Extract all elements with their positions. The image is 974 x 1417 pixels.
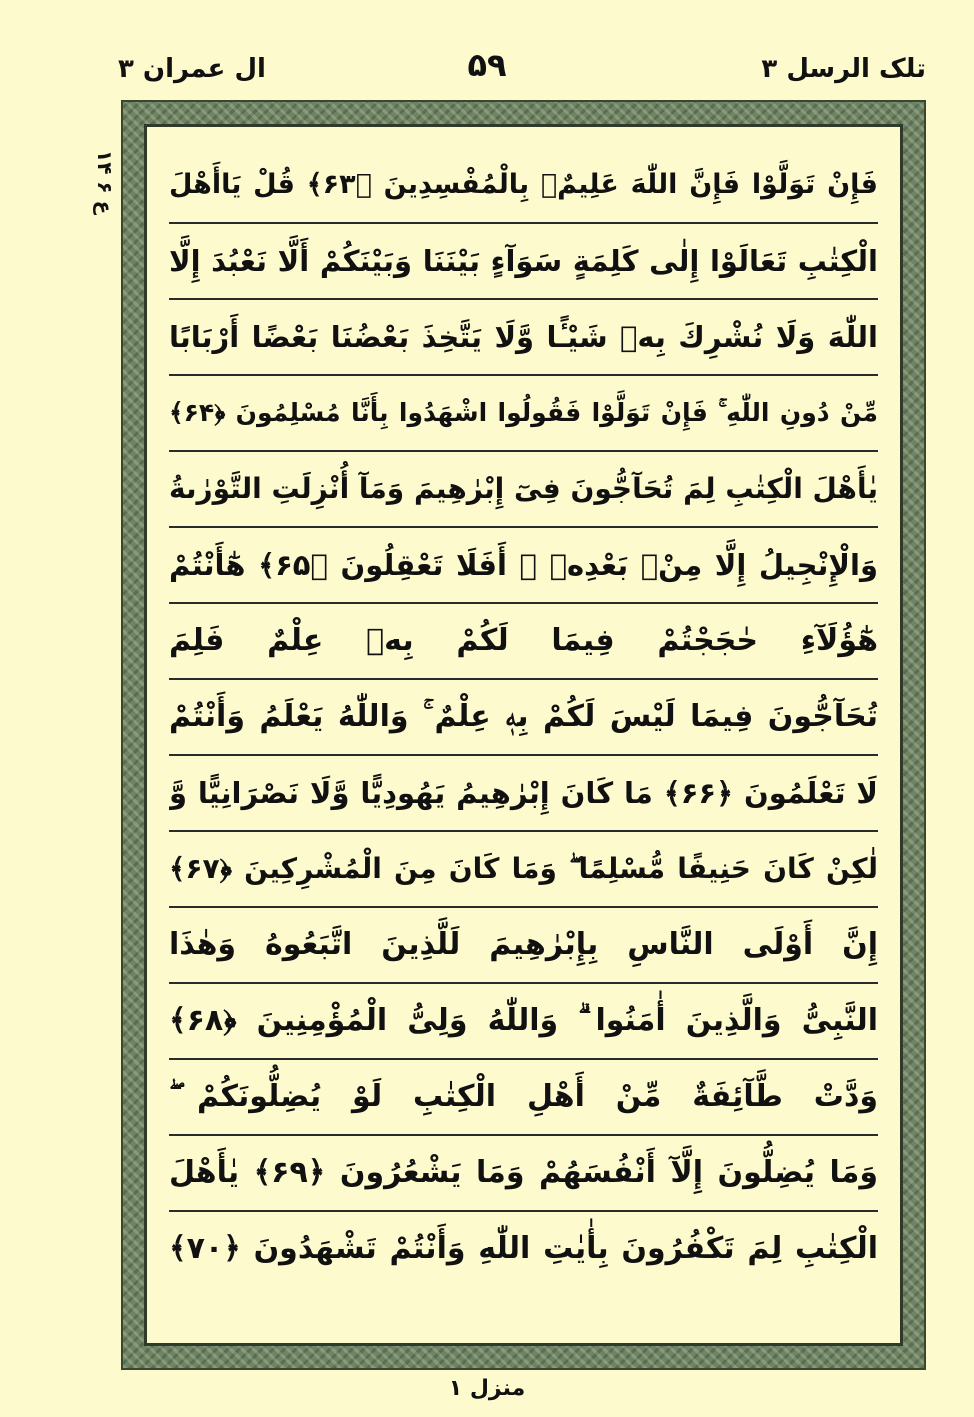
text-line: تُحَآجُّونَ فِيمَا لَيْسَ لَكُمْ بِهٖ عِلْمٌ ۚ وَاللّٰهُ يَعْلَمُ وَأَنْتُمْ bbox=[169, 680, 878, 756]
header-juz-name: تلک الرسل ۳ bbox=[761, 54, 926, 84]
decorative-border bbox=[121, 100, 926, 1370]
text-line: إِنَّ أَوْلَى النَّاسِ بِإِبْرٰهِيمَ لَلَّذِينَ اتَّبَعُوهُ وَهٰذَا bbox=[169, 908, 878, 984]
text-line: وَمَا يُضِلُّونَ إِلَّآ أَنْفُسَهُمْ وَمَا يَشْعُرُونَ ﴿۶۹﴾ يٰأَهْلَ bbox=[169, 1136, 878, 1212]
text-line: مِّنْ دُونِ اللّٰهِ ۚ فَإِنْ تَوَلَّوْا فَقُولُوا اشْهَدُوا بِأَنَّا مُسْلِمُونَ ﴿۶۴﴾ bbox=[169, 376, 878, 452]
text-panel bbox=[144, 124, 903, 1346]
text-line: يٰأَهْلَ الْكِتٰبِ لِمَ تُحَآجُّونَ فِىٓ إِبْرٰهِيمَ وَمَآ أُنْزِلَتِ التَّوْرٰىةُ bbox=[169, 452, 878, 528]
text-line: الْكِتٰبِ لِمَ تَكْفُرُونَ بِأٰيٰتِ اللّٰهِ وَأَنْتُمْ تَشْهَدُونَ ﴿۷۰﴾ bbox=[169, 1231, 878, 1266]
ruku-marker: ع ۶ ۱۴ bbox=[93, 150, 117, 215]
text-line: وَالْإِنْجِيلُ إِلَّا مِنْۢ بَعْدِهٖ ۚ أَفَلَا تَعْقِلُونَ ﴿۶۵﴾ هٰٓأَنْتُمْ bbox=[169, 528, 878, 604]
text-line: الْكِتٰبِ تَعَالَوْا إِلٰى كَلِمَةٍ سَوَآءٍ بَيْنَنَا وَبَيْنَكُمْ أَلَّا نَعْبُدَ إِلَّا bbox=[169, 224, 878, 300]
text-line: لٰكِنْ كَانَ حَنِيفًا مُّسْلِمًا ۖ وَمَا كَانَ مِنَ الْمُشْرِكِينَ ﴿۶۷﴾ bbox=[169, 832, 878, 908]
text-line: فَإِنْ تَوَلَّوْا فَإِنَّ اللّٰهَ عَلِيمٌۢ بِالْمُفْسِدِينَ ﴿۶۳﴾ قُلْ يَاأَهْلَ bbox=[169, 148, 878, 224]
manzil-marker: منزل ۱ bbox=[448, 1376, 526, 1401]
text-line: اللّٰهَ وَلَا نُشْرِكَ بِهٖ شَيْـًٔا وَّلَا يَتَّخِذَ بَعْضُنَا بَعْضًا أَرْبَابًا bbox=[169, 300, 878, 376]
text-line: النَّبِىُّ وَالَّذِينَ أٰمَنُوا ۗ وَاللّٰهُ وَلِىُّ الْمُؤْمِنِينَ ﴿۶۸﴾ bbox=[169, 984, 878, 1060]
text-line: وَدَّتْ طَّآئِفَةٌ مِّنْ أَهْلِ الْكِتٰبِ لَوْ يُضِلُّونَكُمْ ۖ bbox=[169, 1060, 878, 1136]
text-line: هٰٓؤُلَآءِ حٰجَجْتُمْ فِيمَا لَكُمْ بِهٖ عِلْمٌ فَلِمَ bbox=[169, 604, 878, 680]
page-number: ۵۹ bbox=[467, 46, 507, 84]
text-line: لَا تَعْلَمُونَ ﴿۶۶﴾ مَا كَانَ إِبْرٰهِيمُ يَهُودِيًّا وَّلَا نَصْرَانِيًّا وَّ bbox=[169, 756, 878, 832]
header-surah-name: ال عمران ۳ bbox=[118, 54, 266, 84]
